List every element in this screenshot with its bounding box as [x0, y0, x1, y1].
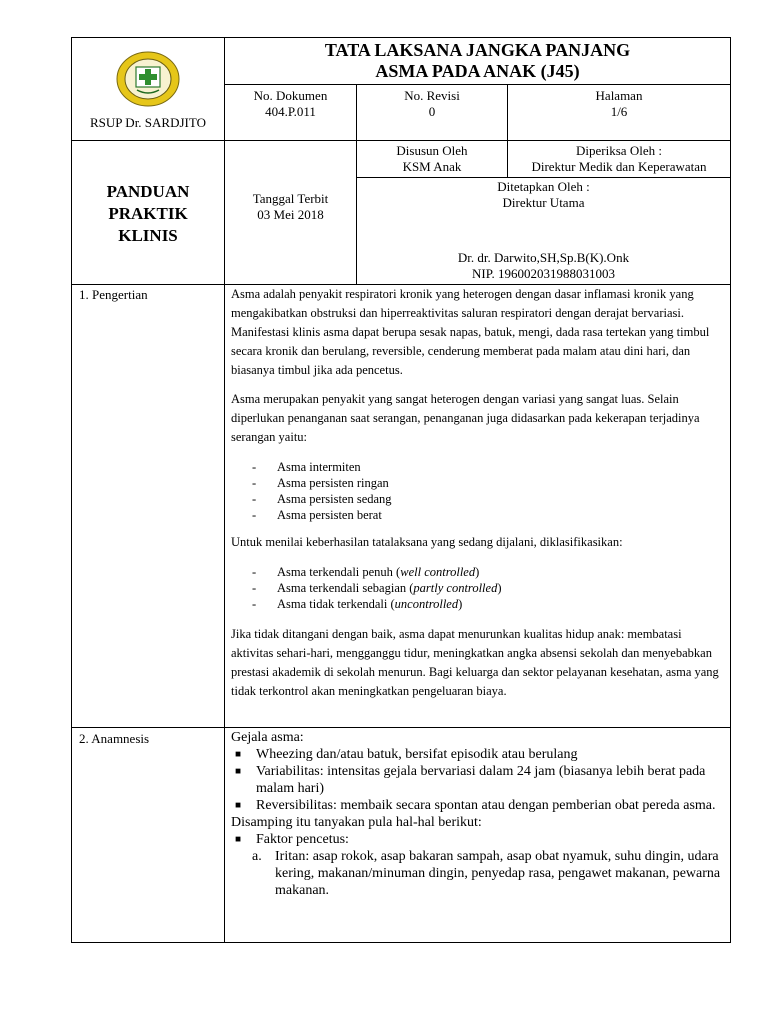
- list-item: - Asma persisten sedang: [252, 492, 392, 506]
- trigger-item-a: [231, 848, 725, 899]
- page-label: Halaman: [595, 88, 643, 103]
- definition-paragraph-2: Asma merupakan penyakit yang sangat heterogen dengan variasi yang sangat luas. Selain diperlukan penanganan saat serangan, penanganan juga didasarkan pada kekerapan terjadinya serangan yaitu:: [231, 392, 700, 444]
- list-item: - Asma terkendali sebagian (partly controlled): [252, 581, 502, 595]
- severity-item: Asma persisten sedang: [277, 492, 392, 506]
- list-item: - Asma intermiten: [252, 460, 361, 474]
- list-item: ■ Faktor pencetus:: [235, 832, 349, 847]
- table-border-bottom: [71, 942, 731, 943]
- list-item: - Asma terkendali penuh (well controlled): [252, 565, 480, 579]
- revision-value: 0: [428, 104, 436, 119]
- anamnesis-content: [231, 729, 725, 899]
- list-item: ■ Variabilitas: intensitas gejala bervariasi dalam 24 jam (biasanya lebih berat pada malam hari): [235, 764, 706, 796]
- hospital-name: RSUP Dr. SARDJITO: [90, 115, 206, 130]
- table-border-top: [71, 37, 731, 38]
- list-item: - Asma persisten berat: [252, 508, 382, 522]
- trigger-item-marker: a.: [252, 849, 262, 864]
- symptoms-label: Gejala asma:: [231, 730, 304, 745]
- severity-item: Asma persisten berat: [277, 508, 382, 522]
- column-divider: [224, 37, 225, 943]
- checked-by-label: Diperiksa Oleh :: [576, 143, 662, 158]
- hospital-logo: [115, 50, 181, 108]
- document-title-line-2: ASMA PADA ANAK (J45): [375, 61, 580, 81]
- guide-type-line-1: PANDUAN: [106, 182, 190, 201]
- control-list: [231, 564, 727, 612]
- issued-date-value: 03 Mei 2018: [257, 207, 324, 222]
- list-item: ■ Reversibilitas: membaik secara spontan atau dengan pemberian obat pereda asma.: [235, 798, 716, 813]
- header-title-divider: [224, 84, 730, 85]
- document-title-line-1: TATA LAKSANA JANGKA PANJANG: [324, 40, 631, 60]
- definition-content: [231, 285, 727, 701]
- definition-paragraph-4: Jika tidak ditangani dengan baik, asma dapat menurunkan kualitas hidup anak: membatasi aktivitas sehari-hari, mengganggu tidur, meningkatkan angka absensi sekolah dan menyebabkan prestasi akademik di sekolah menurun. Bagi keluarga dan sektor pelayanan kesehatan, asma yang tidak terkontrol akan meningkatkan pengeluaran biaya.: [231, 627, 719, 698]
- symptom-list: [231, 746, 725, 814]
- document-number-label: No. Dokumen: [253, 88, 328, 103]
- prepared-by-label: Disusun Oleh: [396, 143, 468, 158]
- approved-by-value: Direktur Utama: [502, 195, 585, 210]
- revision-label: No. Revisi: [404, 88, 460, 103]
- list-item: ■ Wheezing dan/atau batuk, bersifat episodik atau berulang: [235, 747, 578, 762]
- trigger-item-text: Iritan: asap rokok, asap bakaran sampah, asap obat nyamuk, suhu dingin, udara kering, makanan/minuman dingin, penyedap rasa, pengawet makanan, pewarna makanan.: [275, 849, 721, 898]
- section-label-definition: 1. Pengertian: [79, 287, 148, 302]
- meta-sign-row-divider: [356, 177, 731, 178]
- table-border-right: [730, 37, 731, 943]
- approved-by-label: Ditetapkan Oleh :: [497, 179, 590, 194]
- also-ask-text: Disamping itu tanyakan pula hal-hal berikut:: [231, 815, 482, 830]
- severity-list: [231, 459, 727, 523]
- signer-name: Dr. dr. Darwito,SH,Sp.B(K).Onk: [457, 250, 630, 265]
- guide-type-line-2: PRAKTIK: [108, 204, 188, 223]
- guide-type-line-3: KLINIS: [118, 226, 178, 245]
- table-border-left: [71, 37, 72, 943]
- section-label-anamnesis: 2. Anamnesis: [79, 731, 150, 746]
- page-value: 1/6: [610, 104, 628, 119]
- section-divider: [71, 727, 731, 728]
- severity-item: Asma intermiten: [277, 460, 361, 474]
- signer-nip: NIP. 196002031988031003: [471, 266, 615, 281]
- trigger-list: [231, 831, 725, 848]
- severity-item: Asma persisten ringan: [277, 476, 389, 490]
- issued-date-label: Tanggal Terbit: [252, 191, 329, 206]
- definition-paragraph-3: Untuk menilai keberhasilan tatalaksana yang sedang dijalani, diklasifikasikan:: [231, 535, 623, 549]
- list-item: - Asma tidak terkendali (uncontrolled): [252, 597, 463, 611]
- checked-by-value: Direktur Medik dan Keperawatan: [531, 159, 707, 174]
- header-bottom-divider: [71, 140, 731, 141]
- definition-paragraph-1: Asma adalah penyakit respiratori kronik yang heterogen dengan dasar inflamasi kronik yang mengakibatkan obstruksi dan hiperreaktivitas saluran respiratori dengan derajat bervariasi. Manifestasi klinis asma dapat berupa sesak napas, batuk, mengi, dada rasa tertekan yang timbul secara kronik dan berulang, reversible, cenderung memberat pada malam atau dini hari, dan biasanya timbul jika ada pencetus.: [231, 287, 710, 377]
- document-number-value: 404.P.011: [265, 104, 316, 119]
- prepared-by-value: KSM Anak: [402, 159, 462, 174]
- list-item: - Asma persisten ringan: [252, 476, 389, 490]
